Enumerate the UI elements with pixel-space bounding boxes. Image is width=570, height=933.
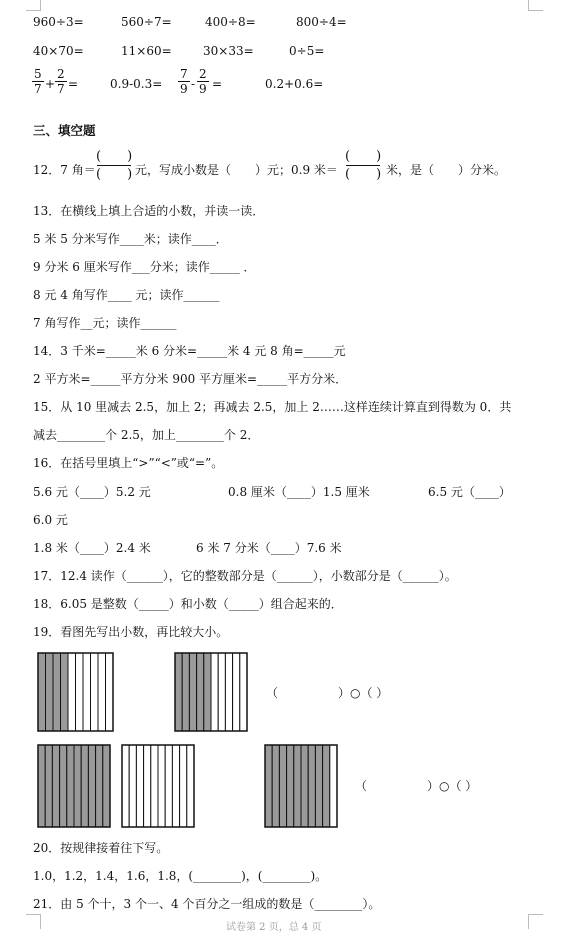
decimal-figure-3 bbox=[37, 744, 111, 828]
section-title: 三、填空题 bbox=[33, 123, 96, 138]
q13-line: 8 元 4 角写作____ 元；读作______ bbox=[33, 288, 220, 302]
operator: = bbox=[212, 77, 223, 91]
arith-item: 11×60= bbox=[121, 44, 172, 58]
shaded-strip bbox=[88, 745, 95, 827]
fraction bbox=[178, 68, 190, 95]
empty-strip bbox=[122, 745, 129, 827]
decimal-figure-2 bbox=[174, 652, 248, 732]
shaded-strip bbox=[182, 653, 189, 731]
shaded-strip bbox=[74, 745, 81, 827]
shaded-strip bbox=[38, 745, 45, 827]
operator: + bbox=[45, 77, 56, 91]
operator: = bbox=[68, 77, 79, 91]
decimal-figure-1 bbox=[37, 652, 114, 732]
empty-strip bbox=[91, 653, 99, 731]
denominator: 9 bbox=[199, 82, 207, 96]
q16-item: 6 米 7 分米（____）7.6 米 bbox=[196, 541, 342, 555]
empty-strip bbox=[330, 745, 337, 827]
fraction-blank bbox=[96, 150, 132, 181]
shaded-strip bbox=[175, 653, 182, 731]
arith-item: 0.2+0.6= bbox=[265, 77, 324, 91]
empty-strip bbox=[172, 745, 179, 827]
arith-item: 800÷4= bbox=[296, 15, 347, 29]
arith-item: 560÷7= bbox=[121, 15, 172, 29]
shaded-strip bbox=[308, 745, 315, 827]
shaded-strip bbox=[287, 745, 294, 827]
q21-line: 21．由 5 个十，3 个一、4 个百分之一组成的数是（________）。 bbox=[33, 897, 381, 911]
shaded-strip bbox=[323, 745, 330, 827]
operator: - bbox=[191, 77, 196, 91]
empty-strip bbox=[233, 653, 240, 731]
decimal-figure-5 bbox=[264, 744, 338, 828]
q16-item: 5.6 元（____）5.2 元 bbox=[33, 485, 151, 499]
shaded-strip bbox=[294, 745, 301, 827]
empty-strip bbox=[180, 745, 187, 827]
q15-line: 15．从 10 里减去 2.5，加上 2；再减去 2.5，加上 2……这样连续计算直到得数为 0．共 bbox=[33, 400, 512, 414]
empty-strip bbox=[165, 745, 172, 827]
crop-mark bbox=[26, 0, 41, 11]
fraction-blank bbox=[345, 150, 381, 181]
empty-strip bbox=[98, 653, 106, 731]
q12-part1: 12．7 角＝ bbox=[33, 163, 96, 177]
shaded-strip bbox=[81, 745, 88, 827]
shaded-strip bbox=[272, 745, 279, 827]
q17-line: 17．12.4 读作（______），它的整数部分是（______），小数部分是（______）。 bbox=[33, 569, 457, 583]
numerator: 7 bbox=[180, 67, 188, 81]
arith-item: 40×70= bbox=[33, 44, 84, 58]
empty-strip bbox=[68, 653, 76, 731]
q19-title: 19．看图先写出小数，再比较大小。 bbox=[33, 625, 229, 639]
q13-title: 13．在横线上填上合适的小数，并读一读． bbox=[33, 204, 265, 218]
shaded-strip bbox=[61, 653, 69, 731]
empty-strip bbox=[225, 653, 232, 731]
blank-bottom: ( ) bbox=[345, 167, 382, 182]
empty-strip bbox=[106, 653, 114, 731]
q16-item: 6.0 元 bbox=[33, 513, 68, 527]
blank-top: ( ) bbox=[345, 149, 382, 164]
arith-item: 0÷5= bbox=[289, 44, 325, 58]
arith-item: 960÷3= bbox=[33, 15, 84, 29]
shaded-strip bbox=[46, 653, 54, 731]
q20-line: 1.0，1.2，1.4，1.6，1.8，(________)，(________)。 bbox=[33, 869, 328, 883]
denominator: 7 bbox=[34, 82, 42, 96]
numerator: 2 bbox=[199, 67, 207, 81]
empty-strip bbox=[144, 745, 151, 827]
q16-item: 1.8 米（____）2.4 米 bbox=[33, 541, 151, 555]
decimal-figure-4 bbox=[121, 744, 195, 828]
q13-line: 7 角写作__元；读作______ bbox=[33, 316, 177, 330]
q12-part2: 元，写成小数是（ ）元；0.9 米＝ bbox=[135, 163, 338, 177]
arith-item: 0.9-0.3= bbox=[110, 77, 163, 91]
crop-mark bbox=[528, 914, 543, 929]
q16-title: 16．在括号里填上“>”“<”或“=”。 bbox=[33, 456, 224, 470]
q14-line: 2 平方米=_____平方分米 900 平方厘米=_____平方分米． bbox=[33, 372, 348, 386]
shaded-strip bbox=[301, 745, 308, 827]
compare-blank-2: （ ）○（ ） bbox=[355, 779, 478, 793]
q14-line: 14．3 千米=_____米 6 分米=_____米 4 元 8 角=_____元 bbox=[33, 344, 346, 358]
shaded-strip bbox=[96, 745, 103, 827]
fraction bbox=[55, 68, 67, 95]
denominator: 7 bbox=[57, 82, 65, 96]
q20-title: 20．按规律接着往下写。 bbox=[33, 841, 169, 855]
q12-part3: 米，是（ ）分米。 bbox=[386, 163, 507, 177]
page-footer: 试卷第 2 页，总 4 页 bbox=[226, 922, 322, 933]
empty-strip bbox=[240, 653, 247, 731]
q13-line: 5 米 5 分米写作____米；读作____． bbox=[33, 232, 228, 246]
fraction bbox=[32, 68, 44, 95]
q15-line: 减去________个 2.5，加上________个 2． bbox=[33, 428, 260, 442]
q13-line: 9 分米 6 厘米写作___分米；读作_____ ． bbox=[33, 260, 256, 274]
numerator: 5 bbox=[34, 67, 42, 81]
crop-mark bbox=[528, 0, 543, 11]
arith-item: 30×33= bbox=[203, 44, 254, 58]
shaded-strip bbox=[315, 745, 322, 827]
empty-strip bbox=[83, 653, 91, 731]
shaded-strip bbox=[103, 745, 110, 827]
crop-mark bbox=[26, 914, 41, 929]
empty-strip bbox=[211, 653, 218, 731]
empty-strip bbox=[76, 653, 84, 731]
shaded-strip bbox=[60, 745, 67, 827]
empty-strip bbox=[151, 745, 158, 827]
shaded-strip bbox=[52, 745, 59, 827]
shaded-strip bbox=[204, 653, 211, 731]
empty-strip bbox=[136, 745, 143, 827]
numerator: 2 bbox=[57, 67, 65, 81]
denominator: 9 bbox=[180, 82, 188, 96]
shaded-strip bbox=[197, 653, 204, 731]
empty-strip bbox=[218, 653, 225, 731]
q18-line: 18．6.05 是整数（_____）和小数（_____）组合起来的． bbox=[33, 597, 343, 611]
shaded-strip bbox=[189, 653, 196, 731]
blank-top: ( ) bbox=[96, 149, 133, 164]
empty-strip bbox=[129, 745, 136, 827]
shaded-strip bbox=[38, 653, 46, 731]
empty-strip bbox=[158, 745, 165, 827]
blank-bottom: ( ) bbox=[96, 167, 133, 182]
empty-strip bbox=[187, 745, 194, 827]
shaded-strip bbox=[279, 745, 286, 827]
fraction bbox=[197, 68, 209, 95]
shaded-strip bbox=[265, 745, 272, 827]
q16-item: 0.8 厘米（____）1.5 厘米 bbox=[228, 485, 370, 499]
arith-item: 400÷8= bbox=[205, 15, 256, 29]
shaded-strip bbox=[67, 745, 74, 827]
compare-blank-1: （ ）○（ ） bbox=[266, 686, 389, 700]
q16-item: 6.5 元（____） bbox=[428, 485, 511, 499]
shaded-strip bbox=[53, 653, 61, 731]
shaded-strip bbox=[45, 745, 52, 827]
